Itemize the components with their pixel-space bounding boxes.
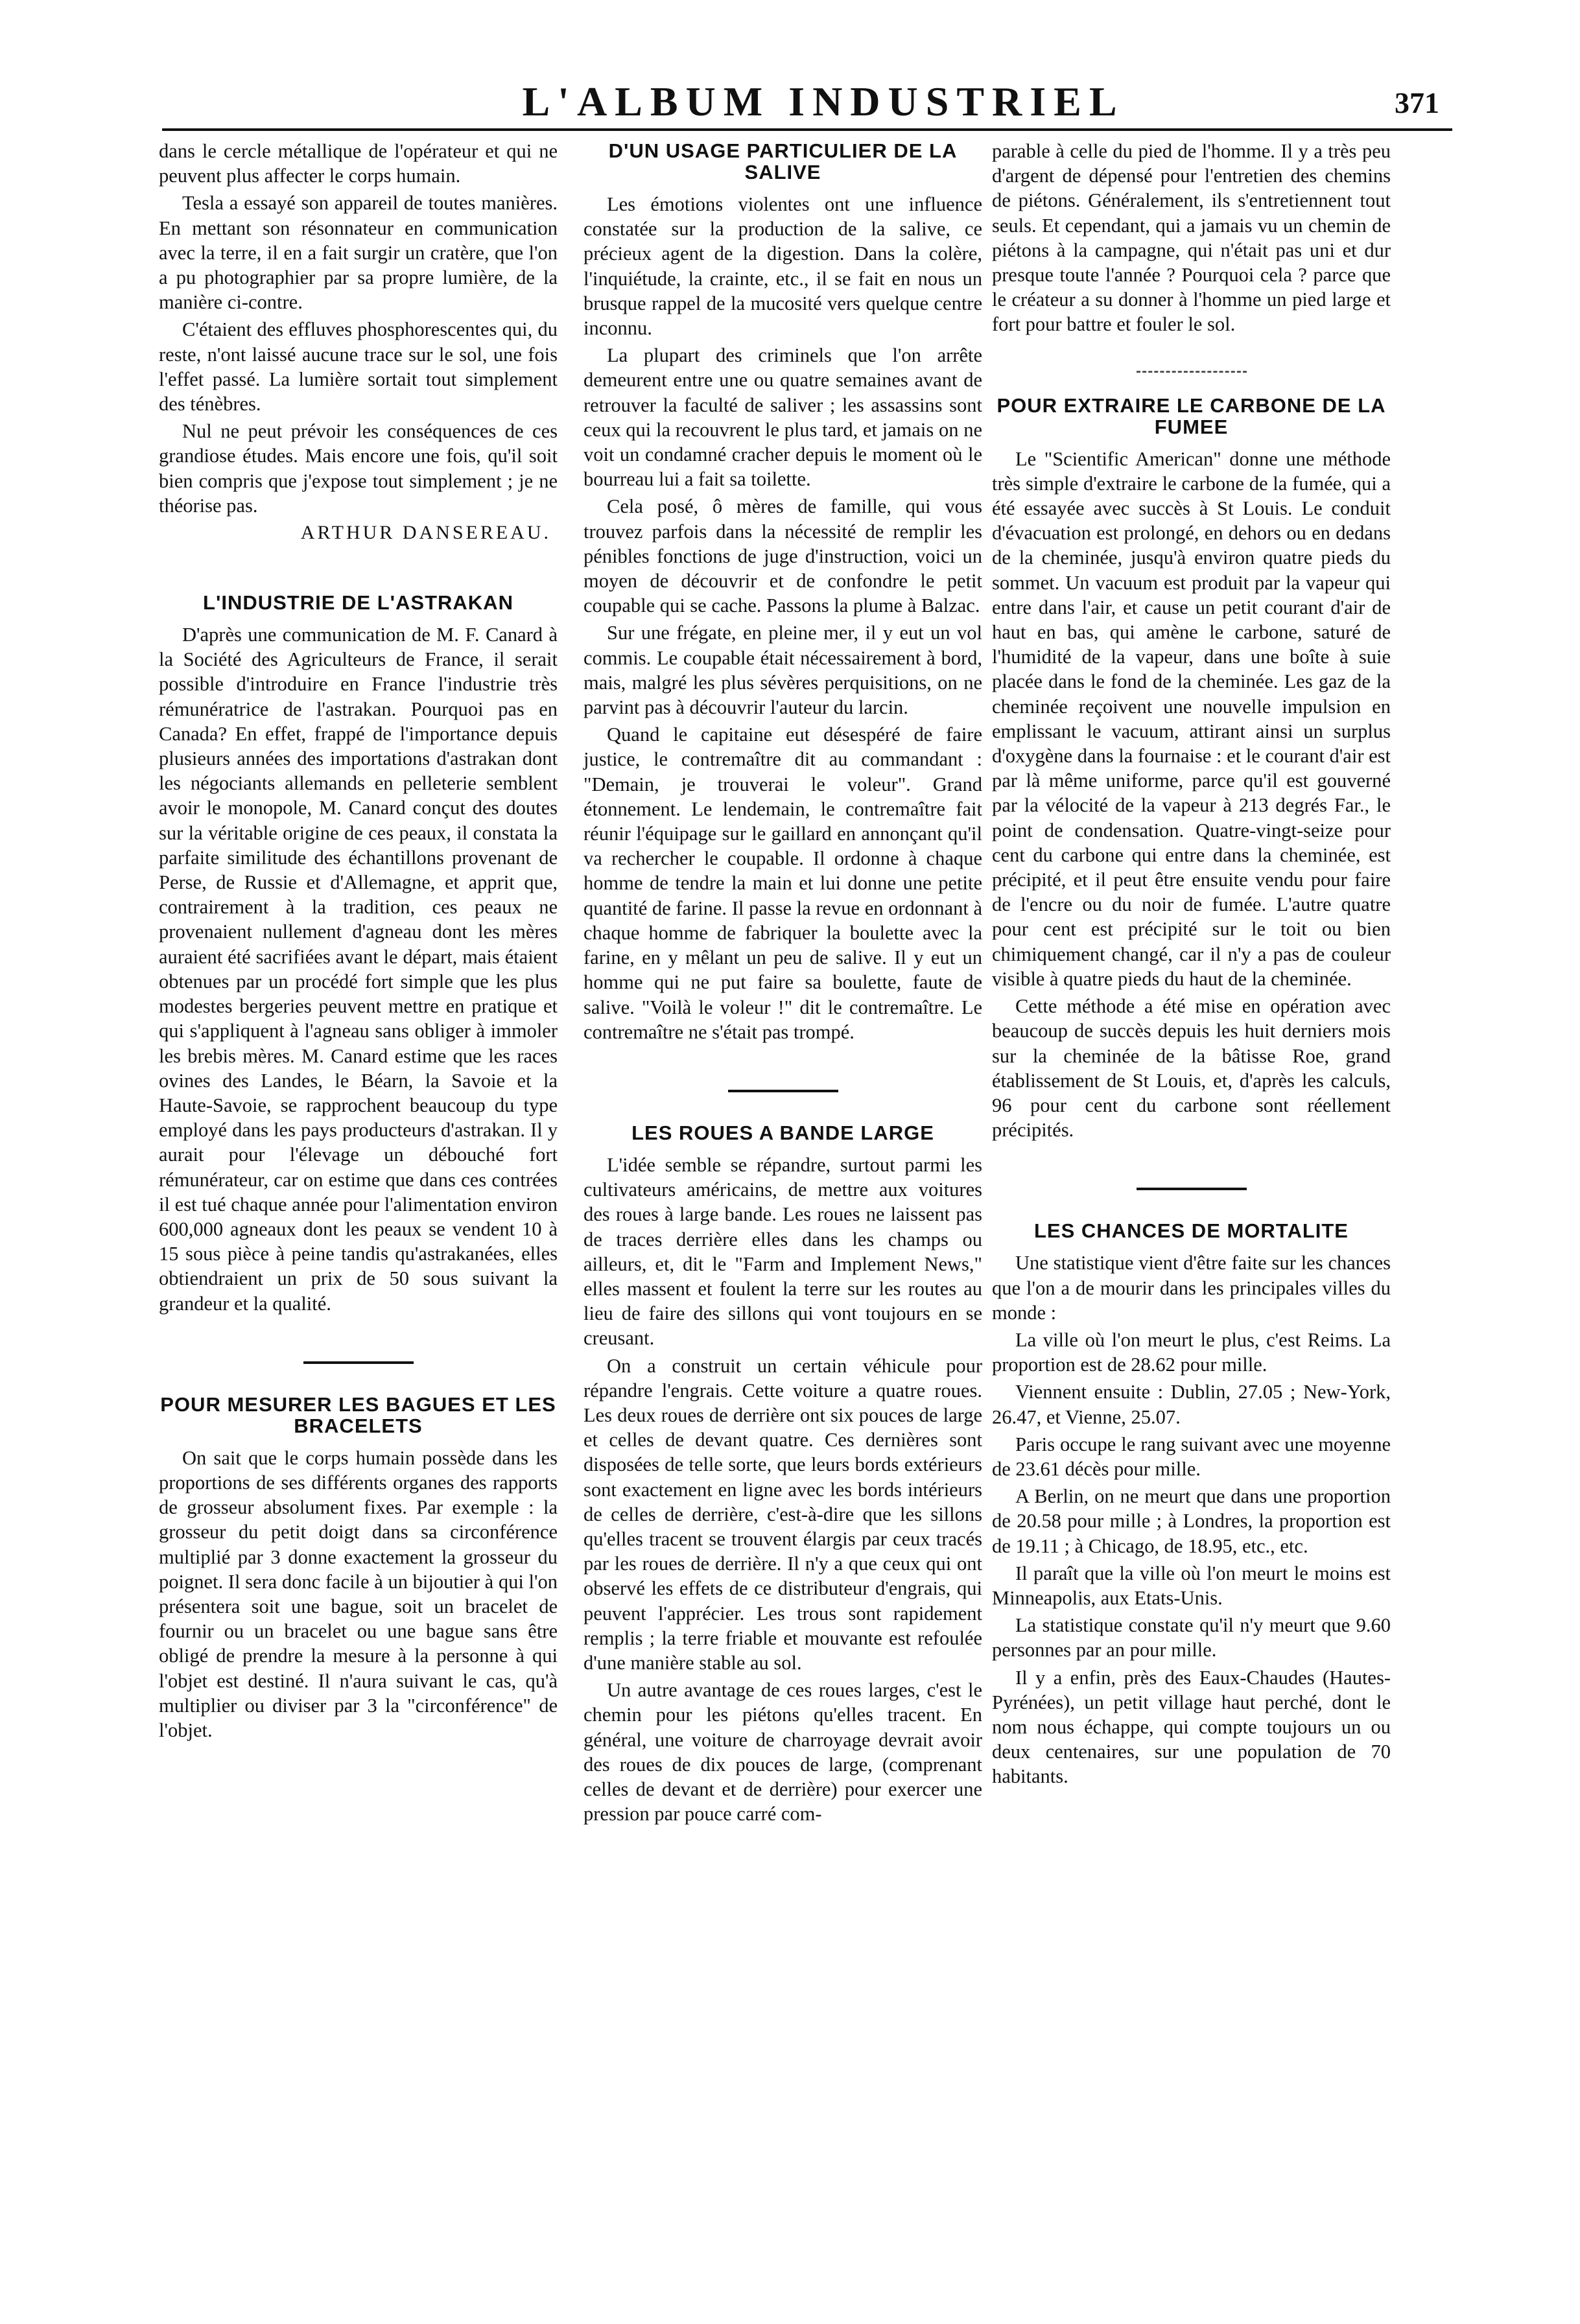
paragraph: Nul ne peut prévoir les conséquences de ces grandiose études. Mais encore une fois, qu'il soit bien compris que j'expose tout simplement ; je ne théorise pas.: [159, 420, 558, 517]
column-left: [159, 139, 558, 1745]
paragraph: On sait que le corps humain possède dans les proportions de ses différents organes des rapports de grosseur absolument fixes. Par exemple : la grosseur du petit doigt dans sa circonférence multiplié par 3 donne exactement la grosseur du poignet. Il sera donc facile à un bijoutier à qui l'on présentera soit une bague, soit un bracelet de fournir ou un bracelet ou une bague sans être obligé de prendre la mesure à la personne à qui l'objet est destiné. Il n'aura suivant le cas, qu'à multiplier ou diviser par 3 la "circonférence" de l'objet.: [159, 1446, 558, 1741]
column-middle: [584, 139, 982, 1829]
article-heading: L'INDUSTRIE DE L'ASTRAKAN: [203, 591, 513, 615]
paragraph: La statistique constate qu'il n'y meurt que 9.60 personnes par an pour mille.: [992, 1614, 1391, 1661]
paragraph: Une statistique vient d'être faite sur les chances que l'on a de mourir dans les principales villes du monde :: [992, 1252, 1391, 1324]
paragraph: Il paraît que la ville où l'on meurt le moins est Minneapolis, aux Etats-Unis.: [992, 1562, 1391, 1609]
paragraph: L'idée semble se répandre, surtout parmi les cultivateurs américains, de mettre aux voitures des roues à large bande. Les roues ne laissent pas de traces derrière elles dans les champs ou ailleurs, et, dit le "Farm and Implement News," elles massent et foulent la terre sur les routes au lieu de faire des sillons qui vont toujours en se creusant.: [584, 1153, 982, 1350]
paragraph: Il y a enfin, près des Eaux-Chaudes (Hautes-Pyrénées), un petit village haut perché, dont le nom nous échappe, qui compte toujours un ou deux centenaires, sur une population de 70 habitants.: [992, 1666, 1391, 1788]
article-heading: LES CHANCES DE MORTALITE: [1034, 1219, 1349, 1243]
page-header: [143, 66, 1452, 137]
paragraph: La ville où l'on meurt le plus, c'est Reims. La proportion est de 28.62 pour mille.: [992, 1328, 1391, 1376]
author-signature: ARTHUR DANSEREAU.: [300, 522, 551, 544]
page-number: 371: [1395, 86, 1439, 119]
paragraph: Quand le capitaine eut désespéré de faire justice, le contremaître dit au commandant : "Demain, je trouverai le voleur". Grand étonnement. Le lendemain, le contremaître fait réunir l'équipage sur le gaillard en annonçant qu'il va rechercher le coupable. Il ordonne à chaque homme de tendre la main et lui donne une petite quantité de farine. Il passe la revue en ordonnant à chaque homme de fabriquer la boulette avec la farine, en y mêlant un peu de salive. Il y eut un homme qui ne put faire sa boulette, faute de salive. "Voilà le voleur !" dit le contremaître. Le contremaître ne s'était pas trompé.: [584, 723, 982, 1043]
paragraph: Le "Scientific American" donne une méthode très simple d'extraire le carbone de la fumée, qui a été essayée avec succès à St Louis. Le conduit d'évacuation est prolongé, en dehors ou en dedans de la cheminée, jusqu'à environ quatre pieds du sommet. Un vacuum est produit par la vapeur qui entre dans l'air, et cause un petit courant d'air de haut en bas, qui amène le carbone, saturé de l'humidité de la vapeur, dans une boîte à suie placée dans le fond de la cheminée. Les gaz de la cheminée reçoivent une nouvelle impulsion en emplissant le vacuum, attirant ainsi un surplus d'oxygène dans la fournaise : et le courant d'air est par là même uniforme, parce qu'il est gouverné par la vélocité de la vapeur à 213 degrés Far., le point de condensation. Quatre-vingt-seize pour cent du carbone qui entre dans la cheminée, est précipité, et il peut être ensuite vendu pour faire de l'encre ou du noir de fumée. L'autre quatre pour cent est précipité sur le toit ou bien chimiquement changé, car il n'y a pas de couleur visible à quatre pieds du haut de la cheminée.: [992, 447, 1391, 990]
journal-title: L'ALBUM INDUSTRIEL: [522, 78, 1125, 124]
column-right: [992, 139, 1391, 1792]
section-separator: [728, 1090, 838, 1092]
paragraph: C'étaient des effluves phosphorescentes qui, du reste, n'ont laissé aucune trace sur le sol, une fois l'effet passé. La lumière sortait tout simplement des ténèbres.: [159, 318, 558, 416]
article-heading: POUR EXTRAIRE LE CARBONE DE LA FUMEE: [996, 393, 1386, 438]
section-separator: [1137, 371, 1247, 373]
section-separator: [303, 1361, 414, 1364]
paragraph: La plupart des criminels que l'on arrête demeurent entre une ou quatre semaines avant de retrouver la faculté de saliver ; les assassins sont ceux qui la recouvrent le plus tard, et jamais on ne voit un condamné cracher depuis le moment où le bourreau lui a fait sa toilette.: [584, 344, 982, 491]
section-separator: [1137, 1188, 1247, 1190]
paragraph: Paris occupe le rang suivant avec une moyenne de 23.61 décès pour mille.: [992, 1433, 1391, 1480]
header-rule: [162, 128, 1452, 131]
paragraph: Tesla a essayé son appareil de toutes manières. En mettant son résonnateur en communication avec la terre, il en a fait surgir un cratère, que l'on a pu photographier par sa propre lumière, de la manière ci-contre.: [159, 192, 558, 314]
paragraph: Sur une frégate, en pleine mer, il y eut un vol commis. Le coupable était nécessairement à bord, mais, malgré les plus sévères perquisitions, on ne parvint pas à découvrir l'auteur du larcin.: [584, 622, 982, 719]
paragraph: Cela posé, ô mères de famille, qui vous trouvez parfois dans la nécessité de remplir les pénibles fonctions de juge d'instruction, voici un moyen de découvrir et de confondre le petit coupable qui se cache. Passons la plume à Balzac.: [584, 495, 982, 617]
paragraph: On a construit un certain véhicule pour répandre l'engrais. Cette voiture a quatre roues. Les deux roues de derrière ont six pouces de large et celles de devant quatre. Ces dernières sont disposées de telle sorte, que leurs bords extérieurs sont exactement en ligne avec les bords intérieurs de celles de derrière, c'est-à-dire que les sillons qu'elles tracent se trouvent élargis par ceux tracés par les roues de derrière. Il n'y a que ceux qui ont observé les effets de ce distributeur d'engrais, qui peuvent l'apprécier. Les trous sont rapidement remplis ; la terre friable et mouvante est refoulée d'une manière stable au sol.: [584, 1354, 982, 1674]
paragraph: Les émotions violentes ont une influence constatée sur la production de la salive, ce précieux agent de la digestion. Dans la colère, l'inquiétude, la crainte, etc., il se fait en nous un brusque rappel de la mucosité vers quelque centre inconnu.: [584, 193, 982, 340]
article-heading: D'UN USAGE PARTICULIER DE LA SALIVE: [608, 139, 958, 183]
paragraph: Viennent ensuite : Dublin, 27.05 ; New-York, 26.47, et Vienne, 25.07.: [992, 1381, 1391, 1428]
paragraph: D'après une communication de M. F. Canard à la Société des Agriculteurs de France, il serait possible d'introduire en France l'industrie très rémunératrice de l'astrakan. Pourquoi pas en Canada? En effet, frappé de l'importance depuis plusieurs années des importations d'astrakan dont les négociants allemands en pelleterie semblent avoir le monopole, M. Canard conçut des doutes sur la véritable origine de ces peaux, il constata la parfaite similitude des échantillons provenant de Perse, de Russie et d'Allemagne, et apprit que, contrairement à la tradition, ces peaux ne provenaient nullement d'agneau dont les mères auraient été sacrifiées avant le départ, mais étaient obtenues par un procédé fort simple que les plus modestes bergeries peuvent mettre en pratique et qui s'appliquent à l'agneau sans obliger à immoler les brebis mères. M. Canard estime que les races ovines des Landes, le Béarn, la Savoie et la Haute-Savoie, se rapprochent beaucoup du type employé dans les pays producteurs d'astrakan. Il y aurait pour l'élevage un débouché fort rémunérateur, car on estime que dans ces contrées il est tué chaque année pour l'alimentation environ 600,000 agneaux dont les peaux se vendent 10 à 15 sous pièce à peine tandis qu'astrakanées, elles obtiendraient un prix de 50 sous suivant la grandeur et la qualité.: [159, 624, 558, 1315]
paragraph: dans le cercle métallique de l'opérateur et qui ne peuvent plus affecter le corps humain.: [159, 140, 558, 187]
article-heading: POUR MESURER LES BAGUES ET LES BRACELETS: [160, 1392, 556, 1437]
paragraph: A Berlin, on ne meurt que dans une proportion de 20.58 pour mille ; à Londres, la proportion est de 19.11 ; à Chicago, de 18.95, etc., etc.: [992, 1485, 1391, 1557]
article-heading: LES ROUES A BANDE LARGE: [631, 1121, 934, 1144]
paragraph: parable à celle du pied de l'homme. Il y a très peu d'argent de dépensé pour l'entretien des chemins de piétons. Généralement, ils s'entretiennent tout seuls. Et cependant, qui a jamais vu un chemin de piétons à la campagne, qui n'était pas uni et dur presque toute l'année ? Pourquoi cela ? parce que le créateur a su donner à l'homme un pied large et fort pour battre et fouler le sol.: [992, 140, 1391, 336]
paragraph: Un autre avantage de ces roues larges, c'est le chemin pour les piétons qu'elles tracent. En général, une voiture de charroyage devrait avoir des roues de dix pouces de large, (comprenant celles de devant et de derrière) pour exercer une pression par pouce carré com-: [584, 1679, 982, 1825]
paragraph: Cette méthode a été mise en opération avec beaucoup de succès depuis les huit derniers mois sur la cheminée de la bâtisse Roe, grand établissement de St Louis, et, d'après les calculs, 96 pour cent du carbone sont réellement précipités.: [992, 995, 1391, 1142]
